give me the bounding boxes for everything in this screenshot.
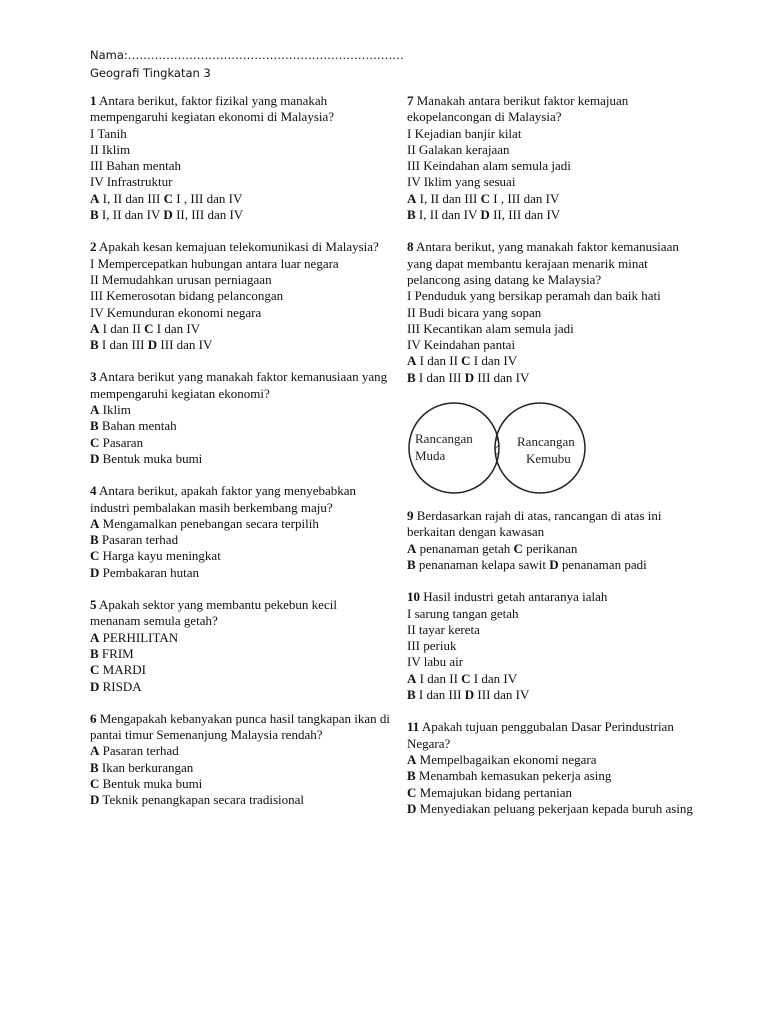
option-letter: A	[407, 670, 417, 686]
option-a: PERHILITAN	[102, 629, 179, 645]
option-a: penanaman getah	[419, 540, 511, 556]
statement-item: I Tanih	[90, 125, 127, 141]
option-d: Menyediakan peluang pekerjaan kepada buruh asing	[419, 800, 693, 816]
answer-row	[407, 768, 697, 784]
question-stem: Mengapakah kebanyakan punca hasil tangkapan ikan di pantai timur Semenanjung Malaysia rendah?	[90, 710, 390, 743]
statement-item: II Budi bicara yang sopan	[407, 304, 542, 320]
answer-row	[90, 337, 390, 353]
option-letter: D	[464, 369, 475, 385]
option-letter: B	[407, 556, 416, 572]
question-stem: Antara berikut, apakah faktor yang menyebabkan industri pembalakan masih berkembang maju?	[90, 483, 357, 515]
answer-row	[90, 532, 390, 548]
statement-item: IV Keindahan pantai	[407, 337, 516, 353]
option-letter: D	[464, 687, 475, 703]
option-c: I dan IV	[473, 353, 518, 369]
option-letter: D	[480, 207, 490, 223]
venn-diagram	[407, 402, 589, 494]
answer-row	[407, 687, 697, 703]
question-stem: Antara berikut yang manakah faktor kemanusiaan yang mempengaruhi kegiatan ekonomi?	[90, 369, 388, 401]
statement-item: II tayar kereta	[407, 621, 480, 637]
answer-row	[90, 321, 390, 337]
question-number: 2	[90, 239, 97, 255]
statement-item: III Kecantikan alam semula jadi	[407, 320, 574, 336]
statement-item: II Galakan kerajaan	[407, 141, 510, 157]
option-letter: B	[90, 645, 99, 661]
answer-row	[407, 191, 697, 207]
question-number: 4	[90, 483, 97, 499]
statement-item: I sarung tangan getah	[407, 605, 519, 621]
option-letter: C	[90, 662, 100, 678]
option-letter: A	[407, 190, 417, 206]
option-a: I, II dan III	[419, 190, 478, 206]
option-letter: A	[90, 190, 100, 206]
statement-item: III Kemerosotan bidang pelancongan	[90, 288, 284, 304]
question-11	[407, 719, 697, 817]
answer-row	[407, 785, 697, 801]
option-letter: B	[407, 768, 416, 784]
option-b: I, II dan IV	[418, 207, 478, 223]
answer-row	[90, 760, 390, 776]
question-number: 11	[407, 719, 420, 735]
answer-row	[90, 402, 390, 418]
option-letter: C	[163, 190, 174, 206]
statement-item: II Iklim	[90, 141, 131, 157]
question-4	[90, 483, 390, 581]
statement-item: IV Iklim yang sesuai	[407, 174, 516, 190]
option-letter: C	[144, 320, 154, 336]
option-c: I , III dan IV	[493, 190, 560, 206]
venn-left-label-2: Muda	[415, 448, 446, 464]
option-a: Mempelbagaikan ekonomi negara	[419, 751, 597, 767]
answer-row	[90, 435, 390, 451]
option-letter: C	[461, 670, 471, 686]
question-number: 6	[90, 710, 97, 726]
option-letter: A	[407, 751, 417, 767]
option-b: I dan III	[101, 337, 145, 353]
option-letter: B	[407, 687, 416, 703]
option-c: perikanan	[526, 540, 578, 556]
question-number: 8	[407, 239, 414, 255]
option-letter: C	[407, 784, 417, 800]
statement-item: I Mempercepatkan hubungan antara luar negara	[90, 255, 339, 271]
question-1	[90, 93, 390, 223]
option-d: III dan IV	[477, 687, 530, 703]
option-d: III dan IV	[160, 337, 213, 353]
question-number: 10	[407, 589, 420, 605]
question-stem: Apakah tujuan penggubalan Dasar Perindustrian Negara?	[407, 719, 674, 751]
option-d: Teknik penangkapan secara tradisional	[102, 792, 304, 808]
option-d: RISDA	[102, 678, 142, 694]
question-stem: Antara berikut, faktor fizikal yang manakah mempengaruhi kegiatan ekonomi di Malaysia?	[90, 93, 335, 125]
name-field-line: Nama:………………………………………………………………	[90, 48, 404, 62]
option-b: I dan III	[418, 687, 462, 703]
statement-item: I Kejadian banjir kilat	[407, 125, 522, 141]
venn-right-label-2: Kemubu	[526, 451, 571, 467]
option-letter: A	[407, 353, 417, 369]
question-number: 1	[90, 93, 97, 108]
option-d: penanaman padi	[561, 556, 647, 572]
statement-item: IV Kemunduran ekonomi negara	[90, 304, 262, 320]
option-letter: D	[90, 564, 100, 580]
question-stem: Berdasarkan rajah di atas, rancangan di atas ini berkaitan dengan kawasan	[407, 508, 662, 540]
option-a: Pasaran terhad	[102, 743, 179, 759]
option-a: I, II dan III	[102, 190, 161, 206]
option-c: Memajukan bidang pertanian	[419, 784, 572, 800]
answer-row	[90, 565, 390, 581]
option-letter: D	[90, 678, 100, 694]
option-letter: D	[147, 337, 158, 353]
statement-item: IV Infrastruktur	[90, 174, 173, 190]
answer-row	[407, 353, 697, 369]
statement-item: IV labu air	[407, 654, 464, 670]
option-letter: C	[513, 540, 523, 556]
option-c: Bentuk muka bumi	[102, 775, 203, 791]
question-3	[90, 369, 390, 467]
question-9	[407, 508, 697, 573]
answer-row	[90, 451, 390, 467]
answer-row	[90, 516, 390, 532]
option-letter: A	[407, 540, 417, 556]
option-c: Pasaran	[102, 434, 144, 450]
answer-row	[90, 630, 390, 646]
option-letter: C	[90, 434, 100, 450]
option-d: III dan IV	[477, 369, 530, 385]
option-b: penanaman kelapa sawit	[418, 556, 546, 572]
venn-right-label-1: Rancangan	[517, 434, 575, 450]
option-c: Harga kayu meningkat	[102, 548, 221, 564]
option-letter: A	[90, 629, 100, 645]
option-c: MARDI	[102, 662, 146, 678]
statement-item: III Bahan mentah	[90, 158, 181, 174]
option-b: Pasaran terhad	[101, 532, 179, 548]
answer-row	[90, 662, 390, 678]
question-5	[90, 597, 390, 695]
question-number: 7	[407, 93, 414, 108]
answer-row	[407, 801, 697, 817]
answer-row	[90, 743, 390, 759]
option-letter: A	[90, 743, 100, 759]
option-letter: A	[90, 402, 100, 418]
option-letter: D	[90, 792, 100, 808]
option-letter: B	[90, 759, 99, 775]
question-2	[90, 239, 390, 353]
option-a: I dan II	[419, 670, 458, 686]
answer-row	[407, 671, 697, 687]
question-10	[407, 589, 697, 703]
answer-row	[90, 646, 390, 662]
option-letter: C	[90, 775, 100, 791]
statement-item: I Penduduk yang bersikap peramah dan baik hati	[407, 288, 661, 304]
question-stem: Apakah kesan kemajuan telekomunikasi di Malaysia?	[99, 239, 379, 255]
venn-left-label-1: Rancangan	[415, 431, 473, 447]
option-c: I dan IV	[473, 670, 518, 686]
question-7	[407, 93, 697, 223]
question-stem: Antara berikut, yang manakah faktor kemanusiaan yang dapat membantu kerajaan menarik minat pelancong asing datang ke Malaysia?	[407, 239, 679, 287]
question-6	[90, 711, 390, 809]
option-b: Bahan mentah	[101, 418, 177, 434]
option-letter: B	[90, 337, 99, 353]
answer-row	[407, 752, 697, 768]
option-d: Bentuk muka bumi	[102, 450, 203, 466]
question-stem: Apakah sektor yang membantu pekebun kecil menanam semula getah?	[90, 597, 337, 629]
statement-item: II Memudahkan urusan perniagaan	[90, 271, 272, 287]
option-letter: D	[90, 450, 100, 466]
question-number: 5	[90, 597, 97, 613]
option-letter: D	[407, 800, 417, 816]
option-letter: C	[90, 548, 100, 564]
option-letter: C	[461, 353, 471, 369]
answer-row	[90, 418, 390, 434]
statement-item: III periuk	[407, 638, 457, 654]
option-letter: B	[407, 207, 416, 223]
question-stem: Manakah antara berikut faktor kemajuan ekopelancongan di Malaysia?	[407, 93, 629, 125]
answer-row	[90, 679, 390, 695]
answer-row	[407, 207, 697, 223]
answer-row	[90, 776, 390, 792]
answer-row	[90, 191, 390, 207]
option-b: Menambah kemasukan pekerja asing	[418, 768, 612, 784]
option-c: I dan IV	[156, 320, 201, 336]
option-b: I dan III	[418, 369, 462, 385]
answer-row	[90, 792, 390, 808]
question-number: 3	[90, 369, 97, 385]
option-d: II, III dan IV	[493, 207, 561, 223]
subject-title: Geografi Tingkatan 3	[90, 66, 211, 80]
answer-row	[90, 548, 390, 564]
option-b: Ikan berkurangan	[101, 759, 194, 775]
left-column	[90, 93, 390, 825]
answer-row	[407, 557, 697, 573]
answer-row	[407, 541, 697, 557]
option-a: I dan II	[102, 320, 141, 336]
option-letter: B	[407, 369, 416, 385]
option-letter: D	[549, 556, 559, 572]
option-a: Mengamalkan penebangan secara terpilih	[102, 515, 319, 531]
option-letter: B	[90, 418, 99, 434]
option-b: I, II dan IV	[101, 207, 161, 223]
question-stem: Hasil industri getah antaranya ialah	[423, 589, 608, 605]
option-d: Pembakaran hutan	[102, 564, 200, 580]
right-column	[407, 93, 697, 833]
option-c: I , III dan IV	[176, 190, 243, 206]
option-b: FRIM	[101, 645, 134, 661]
option-letter: B	[90, 532, 99, 548]
statement-item: III Keindahan alam semula jadi	[407, 158, 571, 174]
option-a: I dan II	[419, 353, 458, 369]
option-a: Iklim	[102, 402, 131, 418]
option-letter: A	[90, 515, 100, 531]
question-number: 9	[407, 508, 414, 524]
option-letter: D	[163, 207, 173, 223]
option-d: II, III dan IV	[176, 207, 244, 223]
option-letter: C	[480, 190, 491, 206]
question-8	[407, 239, 697, 386]
answer-row	[90, 207, 390, 223]
option-letter: A	[90, 320, 100, 336]
answer-row	[407, 370, 697, 386]
option-letter: B	[90, 207, 99, 223]
